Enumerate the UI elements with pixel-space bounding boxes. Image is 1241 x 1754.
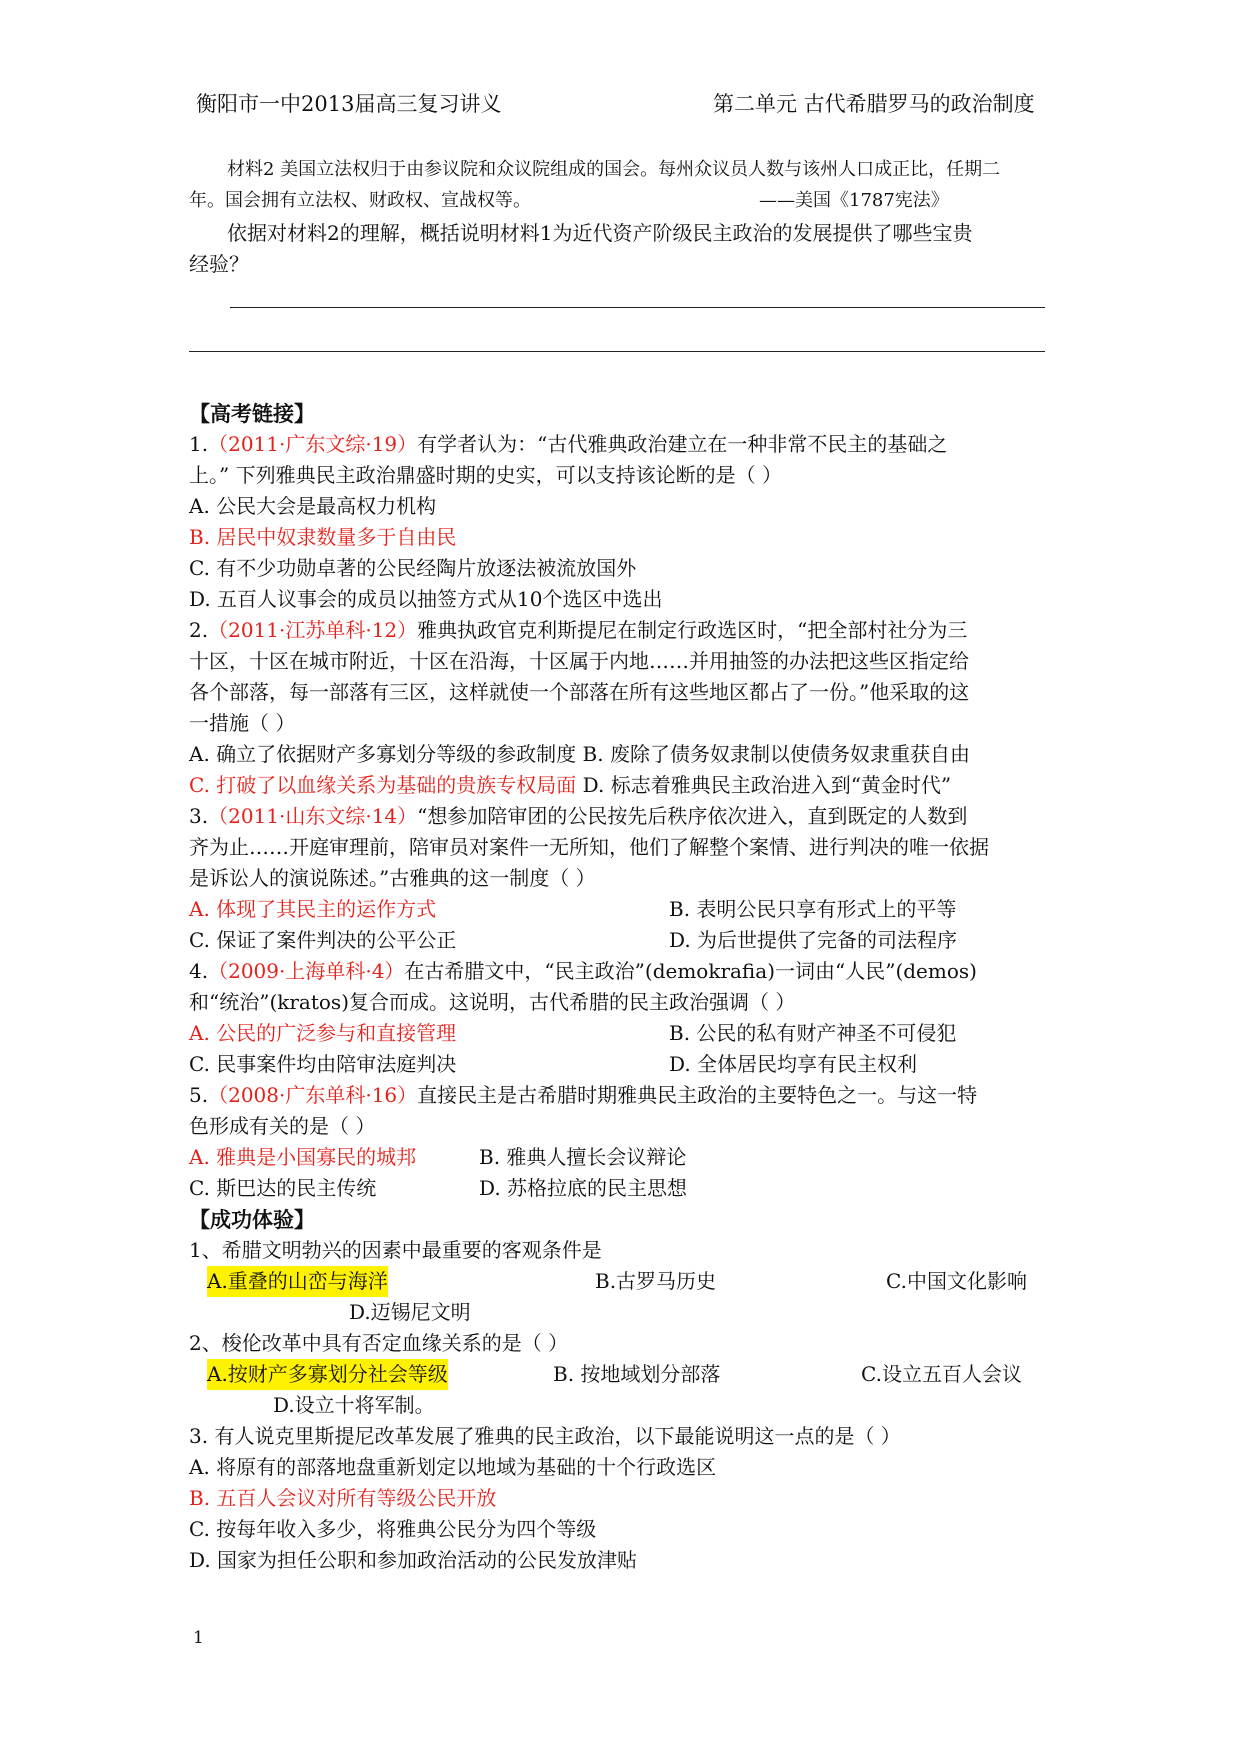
q4-stem-2: 和“统治”(kratos)复合而成。这说明，古代希腊的民主政治强调（ ） (189, 990, 796, 1014)
question-line-1: 依据对材料2的理解，概括说明材料1为近代资产阶级民主政治的发展提供了哪些宝贵 (227, 221, 973, 245)
q1-num: 1. (189, 432, 209, 456)
sq3-option-a: A. 将原有的部落地盘重新划定以地域为基础的十个行政选区 (189, 1455, 717, 1479)
sq2-option-c: C.设立五百人会议 (861, 1362, 1022, 1386)
q5-line-1 (189, 1080, 1059, 1111)
q3-stem-1: “想参加陪审团的公民按先后秩序依次进入，直到既定的人数到 (417, 804, 968, 828)
answer-line-1 (230, 307, 1045, 308)
q5-stem-1: 直接民主是古希腊时期雅典民主政治的主要特色之一。与这一特 (417, 1083, 978, 1107)
success-title: 【成功体验】 (189, 1207, 315, 1232)
gaokao-section (189, 398, 1059, 1576)
sq3-option-c: C. 按每年收入多少，将雅典公民分为四个等级 (189, 1517, 597, 1541)
q3-stem-3: 是诉讼人的演说陈述。”古雅典的这一制度（ ） (189, 866, 596, 890)
q3-option-b: B. 表明公民只享有形式上的平等 (669, 897, 957, 921)
q1-stem-2: 上。” 下列雅典民主政治鼎盛时期的史实，可以支持该论断的是（ ） (189, 463, 782, 487)
q2-option-b: B. 废除了债务奴隶制以使债务奴隶重获自由 (582, 742, 970, 766)
q1-option-d: D. 五百人议事会的成员以抽签方式从10个选区中选出 (189, 587, 663, 611)
q2-stem-4: 一措施（ ） (189, 711, 296, 735)
q1-option-a: A. 公民大会是最高权力机构 (189, 494, 437, 518)
q5-source: （2008·广东单科·16） (208, 1083, 418, 1107)
material-source: ——美国《1787宪法》 (759, 190, 949, 211)
q5-options-cd (189, 1173, 1059, 1204)
q2-option-c: C. 打破了以血缘关系为基础的贵族专权局面 (189, 773, 577, 797)
q5-num: 5. (189, 1083, 209, 1107)
header-right: 第二单元 古代希腊罗马的政治制度 (713, 92, 1035, 116)
sq1-options-abc (189, 1266, 1059, 1297)
material-block (189, 154, 1059, 280)
sq2-option-a: A.按财产多寡划分社会等级 (207, 1359, 448, 1390)
q1-stem-1: 有学者认为：“古代雅典政治建立在一种非常不民主的基础之 (417, 432, 948, 456)
q1-line-1 (189, 429, 1059, 460)
sq1-option-c: C.中国文化影响 (886, 1269, 1027, 1293)
header-left: 衡阳市一中2013届高三复习讲义 (196, 92, 502, 116)
q5-options-ab (189, 1142, 1059, 1173)
q3-option-c: C. 保证了案件判决的公平公正 (189, 928, 457, 952)
q2-num: 2. (189, 618, 209, 642)
q2-stem-1: 雅典执政官克利斯提尼在制定行政选区时，“把全部村社分为三 (417, 618, 968, 642)
q5-option-b: B. 雅典人擅长会议辩论 (479, 1145, 687, 1169)
q2-option-d: D. 标志着雅典民主政治进入到“黄金时代” (582, 773, 952, 797)
q2-source: （2011·江苏单科·12） (208, 618, 418, 642)
q3-line-1 (189, 801, 1059, 832)
question-line-2: 经验？ (189, 252, 249, 276)
q4-options-cd (189, 1049, 1059, 1080)
q3-options-ab (189, 894, 1059, 925)
q4-line-1 (189, 956, 1059, 987)
q2-options-ab (189, 739, 1059, 770)
gaokao-title: 【高考链接】 (189, 401, 315, 426)
q3-option-d: D. 为后世提供了完备的司法程序 (669, 928, 958, 952)
q2-options-cd (189, 770, 1059, 801)
q5-option-a: A. 雅典是小国寡民的城邦 (189, 1145, 417, 1169)
q1-source: （2011·广东文综·19） (208, 432, 418, 456)
q4-option-c: C. 民事案件均由陪审法庭判决 (189, 1052, 457, 1076)
page-number: 1 (193, 1628, 204, 1648)
sq1-option-a: A.重叠的山峦与海洋 (207, 1266, 388, 1297)
sq2-options-abc (189, 1359, 1059, 1390)
sq3-option-b: B. 五百人会议对所有等级公民开放 (189, 1486, 497, 1510)
sq2-stem: 2、梭伦改革中具有否定血缘关系的是（ ） (189, 1331, 569, 1355)
q5-option-d: D. 苏格拉底的民主思想 (479, 1176, 688, 1200)
q1-option-c: C. 有不少功勋卓著的公民经陶片放逐法被流放国外 (189, 556, 637, 580)
sq3-stem: 3. 有人说克里斯提尼改革发展了雅典的民主政治，以下最能说明这一点的是（ ） (189, 1424, 901, 1448)
q4-options-ab (189, 1018, 1059, 1049)
q2-stem-2: 十区，十区在城市附近，十区在沿海，十区属于内地……并用抽签的办法把这些区指定给 (189, 649, 969, 673)
material-line-2 (189, 185, 1059, 216)
sq3-option-d: D. 国家为担任公职和参加政治活动的公民发放津贴 (189, 1548, 638, 1572)
q1-option-b: B. 居民中奴隶数量多于自由民 (189, 525, 457, 549)
q5-option-c: C. 斯巴达的民主传统 (189, 1176, 377, 1200)
q4-stem-1: 在古希腊文中，“民主政治”(demokrafia)一词由“人民”(demos) (404, 959, 977, 983)
q3-stem-2: 齐为止……开庭审理前，陪审员对案件一无所知，他们了解整个案情、进行判决的唯一依据 (189, 835, 989, 859)
material-line-1: 材料2 美国立法权归于由参议院和众议院组成的国会。每州众议员人数与该州人口成正比，任期二 (227, 159, 1001, 180)
q3-num: 3. (189, 804, 209, 828)
sq1-option-b: B.古罗马历史 (595, 1269, 717, 1293)
q2-option-a: A. 确立了依据财产多寡划分等级的参政制度 (189, 742, 577, 766)
sq1-stem: 1、希腊文明勃兴的因素中最重要的客观条件是 (189, 1238, 602, 1262)
q4-num: 4. (189, 959, 209, 983)
q2-line-1 (189, 615, 1059, 646)
q3-option-a: A. 体现了其民主的运作方式 (189, 897, 437, 921)
answer-line-2 (189, 351, 1045, 352)
sq2-option-d: D.设立十将军制。 (273, 1393, 435, 1417)
q2-stem-3: 各个部落，每一部落有三区，这样就使一个部落在所有这些地区都占了一份。”他采取的这 (189, 680, 970, 704)
sq1-option-d: D.迈锡尼文明 (349, 1300, 471, 1324)
q3-options-cd (189, 925, 1059, 956)
q4-option-b: B. 公民的私有财产神圣不可侵犯 (669, 1021, 957, 1045)
q4-option-d: D. 全体居民均享有民主权利 (669, 1052, 918, 1076)
q4-option-a: A. 公民的广泛参与和直接管理 (189, 1021, 457, 1045)
material-text: 年。国会拥有立法权、财政权、宣战权等。 (189, 190, 531, 211)
q3-source: （2011·山东文综·14） (208, 804, 418, 828)
q4-source: （2009·上海单科·4） (208, 959, 405, 983)
q5-stem-2: 色形成有关的是（ ） (189, 1114, 376, 1138)
sq2-option-b: B. 按地域划分部落 (553, 1362, 721, 1386)
